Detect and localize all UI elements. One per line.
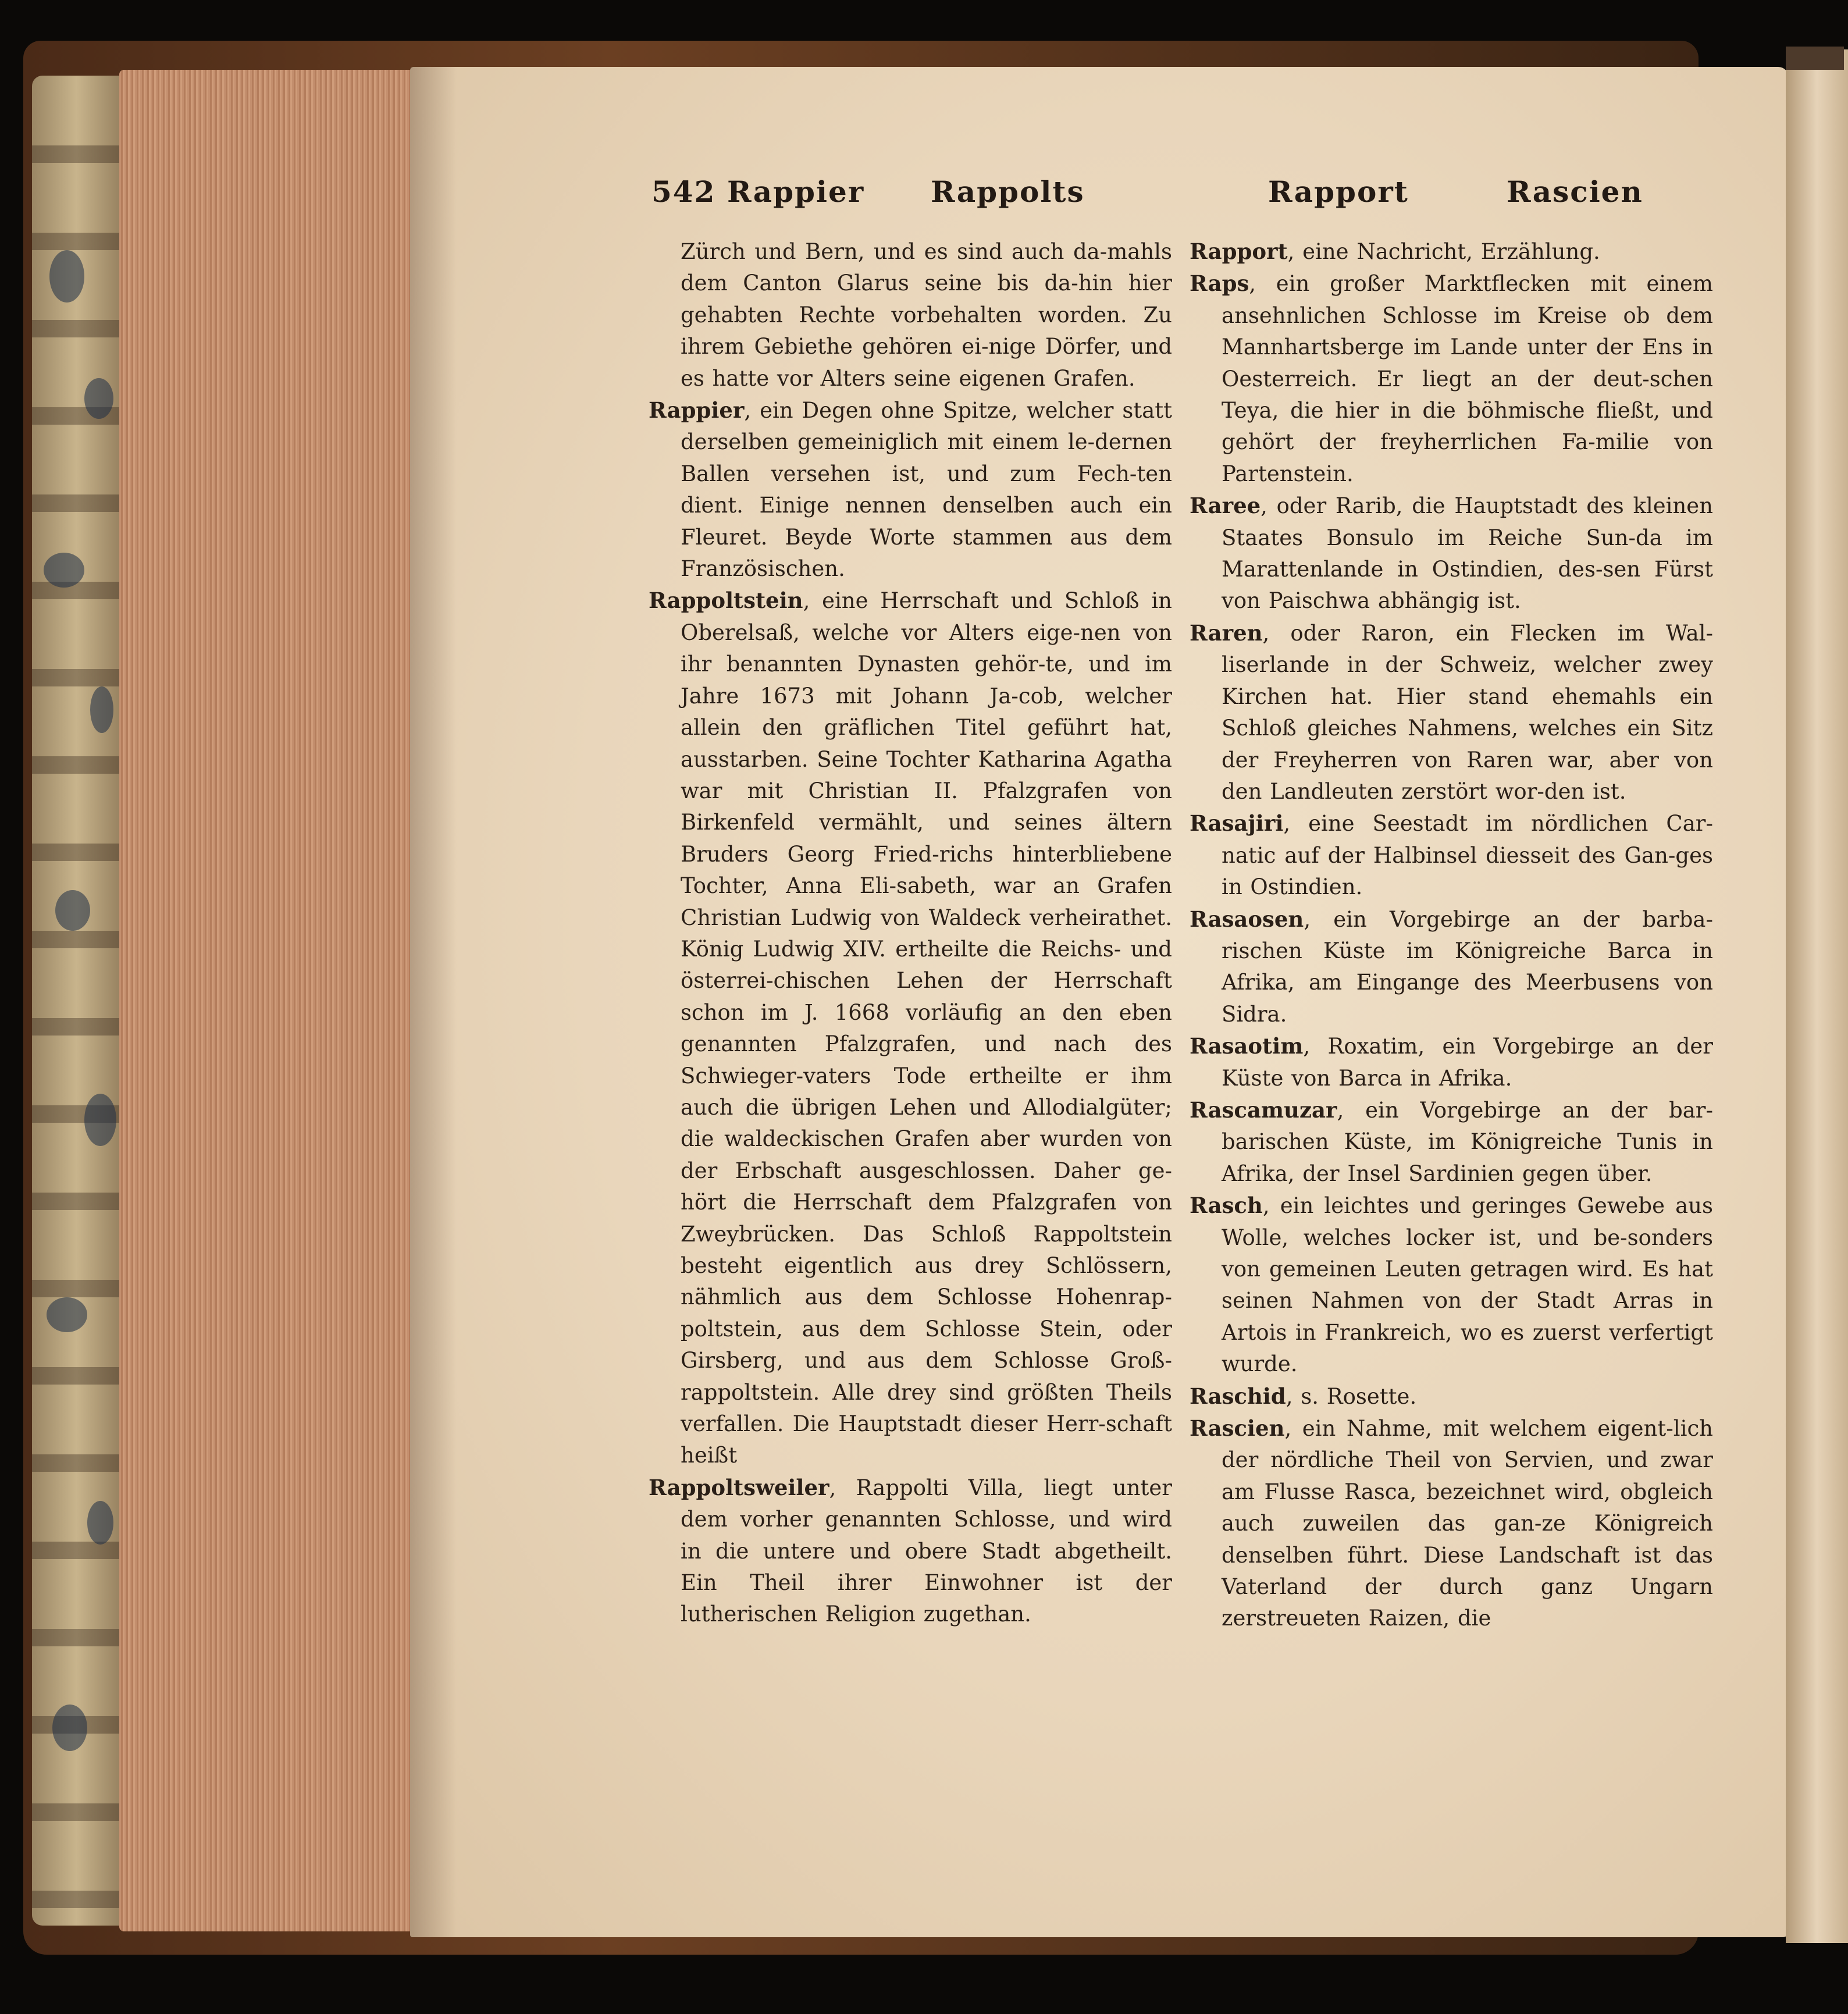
entry-text: , ein Degen ohne Spitze, welcher statt derselben gemeiniglich mit einem le-dernen Ballen versehen ist, und zum Fech-ten dient. Einige nennen denselben auch ein Fleuret. Beyde Worte stammen aus dem Französischen. <box>681 398 1172 582</box>
entry-text: , eine Herrschaft und Schloß in Oberelsaß, welche vor Alters eige-nen von ihr benannten Dynasten gehör-te, und im Jahre 1673 mit Johann Ja-cob, welcher allein den gräflichen Titel geführt hat, ausstarben. Seine Tochter Katharina Agatha war mit Christian II. Pfalzgrafen von Birkenfeld vermählt, und seines ältern Bruders Georg Fried-richs hinterbliebene Tochter, Anna Eli-sabeth, war an Grafen Christian Ludwig von Waldeck verheirathet. König Ludwig XIV. ertheilte die Reichs- und österrei-chischen Lehen der Herrschaft schon im J. 1668 vorläufig an den eben genannten Pfalzgrafen, und nach des Schwieger-vaters Tode ertheilte er ihm auch die übrigen Lehen und Allodialgüter; die waldeckischen Grafen aber wurden von der Erbschaft ausgeschlossen. Daher ge-hört die Herrschaft dem Pfalzgrafen von Zweybrücken. Das Schloß Rappoltstein besteht eigentlich aus drey Schlössern, nähmlich aus dem Schlosse Hohenrap-poltstein, aus dem Schlosse Stein, oder Girsberg, und aus dem Schlosse Groß-rappoltstein. Alle drey sind größten Theils verfallen. Die Hauptstadt dieser Herr-schaft heißt <box>681 588 1172 1468</box>
entry-text: , oder Rarib, die Hauptstadt des kleinen Staates Bonsulo im Reiche Sun-da im Marattenlande in Ostindien, des-sen Fürst von Paischwa abhängig ist. <box>1222 493 1713 614</box>
entry-lemma: Rasaotim <box>1190 1033 1304 1059</box>
dictionary-entry <box>649 585 1172 1471</box>
entry-lemma: Rasaosen <box>1190 906 1304 932</box>
entry-text: , ein Nahme, mit welchem eigent-lich der nördliche Theil von Servien, und zwar am Flusse Rasca, bezeichnet wird, obgleich auch zuweilen das gan-ze Königreich denselben führt. Diese Landschaft ist das Vaterland der durch ganz Ungarn zerstreueten Raizen, die <box>1222 1416 1713 1631</box>
entry-text: , ein großer Marktflecken mit einem ansehnlichen Schlosse im Kreise ob dem Mannhartsberge im Lande unter der Ens in Oesterreich. Er liegt an der deut-schen Teya, die hier in die böhmische fließt, und gehört der freyherrlichen Fa-milie von Partenstein. <box>1222 271 1713 486</box>
dictionary-entry <box>1190 1190 1713 1380</box>
entry-text: , eine Seestadt im nördlichen Car-natic auf der Halbinsel diesseit des Gan-ges in Ostindien. <box>1222 811 1713 900</box>
entry-text: , Roxatim, ein Vorgebirge an der Küste von Barca in Afrika. <box>1222 1034 1713 1091</box>
dictionary-entry <box>649 1472 1172 1631</box>
entry-lemma: Rappier <box>649 397 745 424</box>
page-number: 542 <box>651 175 716 209</box>
dictionary-entry <box>1190 617 1713 807</box>
dictionary-entry <box>649 394 1172 585</box>
header-catchword-right-2: Rascien <box>1507 175 1643 209</box>
header-catchword-left-1: Rappier <box>727 175 865 209</box>
dictionary-entry <box>1190 236 1713 268</box>
header-catchword-right-1: Rapport <box>1268 175 1409 209</box>
dictionary-entry <box>1190 807 1713 903</box>
dictionary-entry <box>1190 1094 1713 1190</box>
entry-lemma: Rapport <box>1190 239 1288 264</box>
entry-text: , ein Vorgebirge an der bar-barischen Küste, im Königreiche Tunis in Afrika, der Insel Sardinien gegen über. <box>1222 1097 1713 1186</box>
facing-page-edge <box>1786 49 1848 1943</box>
entry-lemma: Raree <box>1190 493 1261 519</box>
dictionary-entry <box>649 236 1172 394</box>
entry-lemma: Rascien <box>1190 1415 1285 1442</box>
entry-text: , ein Vorgebirge an der barba-rischen Küste im Königreiche Barca in Afrika, am Eingange des Meerbusens von Sidra. <box>1222 906 1713 1027</box>
entry-text: Zürch und Bern, und es sind auch da-mahls dem Canton Glarus seine bis da-hin hier gehabten Rechte vorbehalten worden. Zu ihrem Gebiethe gehören ei-nige Dörfer, und es hatte vor Alters seine eigenen Grafen. <box>681 239 1172 391</box>
entry-lemma: Raren <box>1190 620 1263 646</box>
entry-lemma: Raschid <box>1190 1383 1286 1409</box>
entry-text: , s. Rosette. <box>1286 1383 1417 1409</box>
entry-lemma: Rappoltstein <box>649 588 803 614</box>
dictionary-entry <box>1190 1380 1713 1412</box>
entry-text: , oder Raron, ein Flecken im Wal-liserlande in der Schweiz, welcher zwey Kirchen hat. Hier stand ehemahls ein Schloß gleiches Nahmens, welches ein Sitz der Freyherren von Raren war, aber von den Landleuten zerstört wor-den ist. <box>1222 620 1713 804</box>
entry-lemma: Raps <box>1190 271 1249 297</box>
right-text-column <box>1190 236 1713 1635</box>
entry-text: , ein leichtes und geringes Gewebe aus Wolle, welches locker ist, und be-sonders von gemeinen Leuten getragen wird. Es hat seinen Nahmen von der Stadt Arras in Artois in Frankreich, wo es zuerst verfertigt wurde. <box>1222 1193 1713 1377</box>
dictionary-entry <box>1190 490 1713 617</box>
page-block-edge <box>119 70 422 1931</box>
running-header <box>651 175 1652 227</box>
dictionary-entry <box>1190 268 1713 490</box>
gutter-shadow <box>410 67 457 1937</box>
entry-lemma: Rappoltsweiler <box>649 1474 829 1500</box>
entry-text: , eine Nachricht, Erzählung. <box>1287 239 1600 264</box>
entry-text: , Rappolti Villa, liegt unter dem vorher genannten Schlosse, und wird in die untere und obere Stadt abgetheilt. Ein Theil ihrer Einwohner ist der lutherischen Religion zugethan. <box>681 1475 1172 1627</box>
entry-lemma: Rascamuzar <box>1190 1097 1337 1123</box>
entry-lemma: Rasajiri <box>1190 810 1284 837</box>
left-text-column <box>649 236 1172 1631</box>
facing-page-strip <box>1786 47 1844 70</box>
dictionary-entry <box>1190 1030 1713 1094</box>
marbled-binding <box>32 76 131 1926</box>
dictionary-entry <box>1190 1412 1713 1635</box>
entry-lemma: Rasch <box>1190 1193 1263 1219</box>
dictionary-entry <box>1190 903 1713 1031</box>
header-catchword-left-2: Rappolts <box>931 175 1085 209</box>
